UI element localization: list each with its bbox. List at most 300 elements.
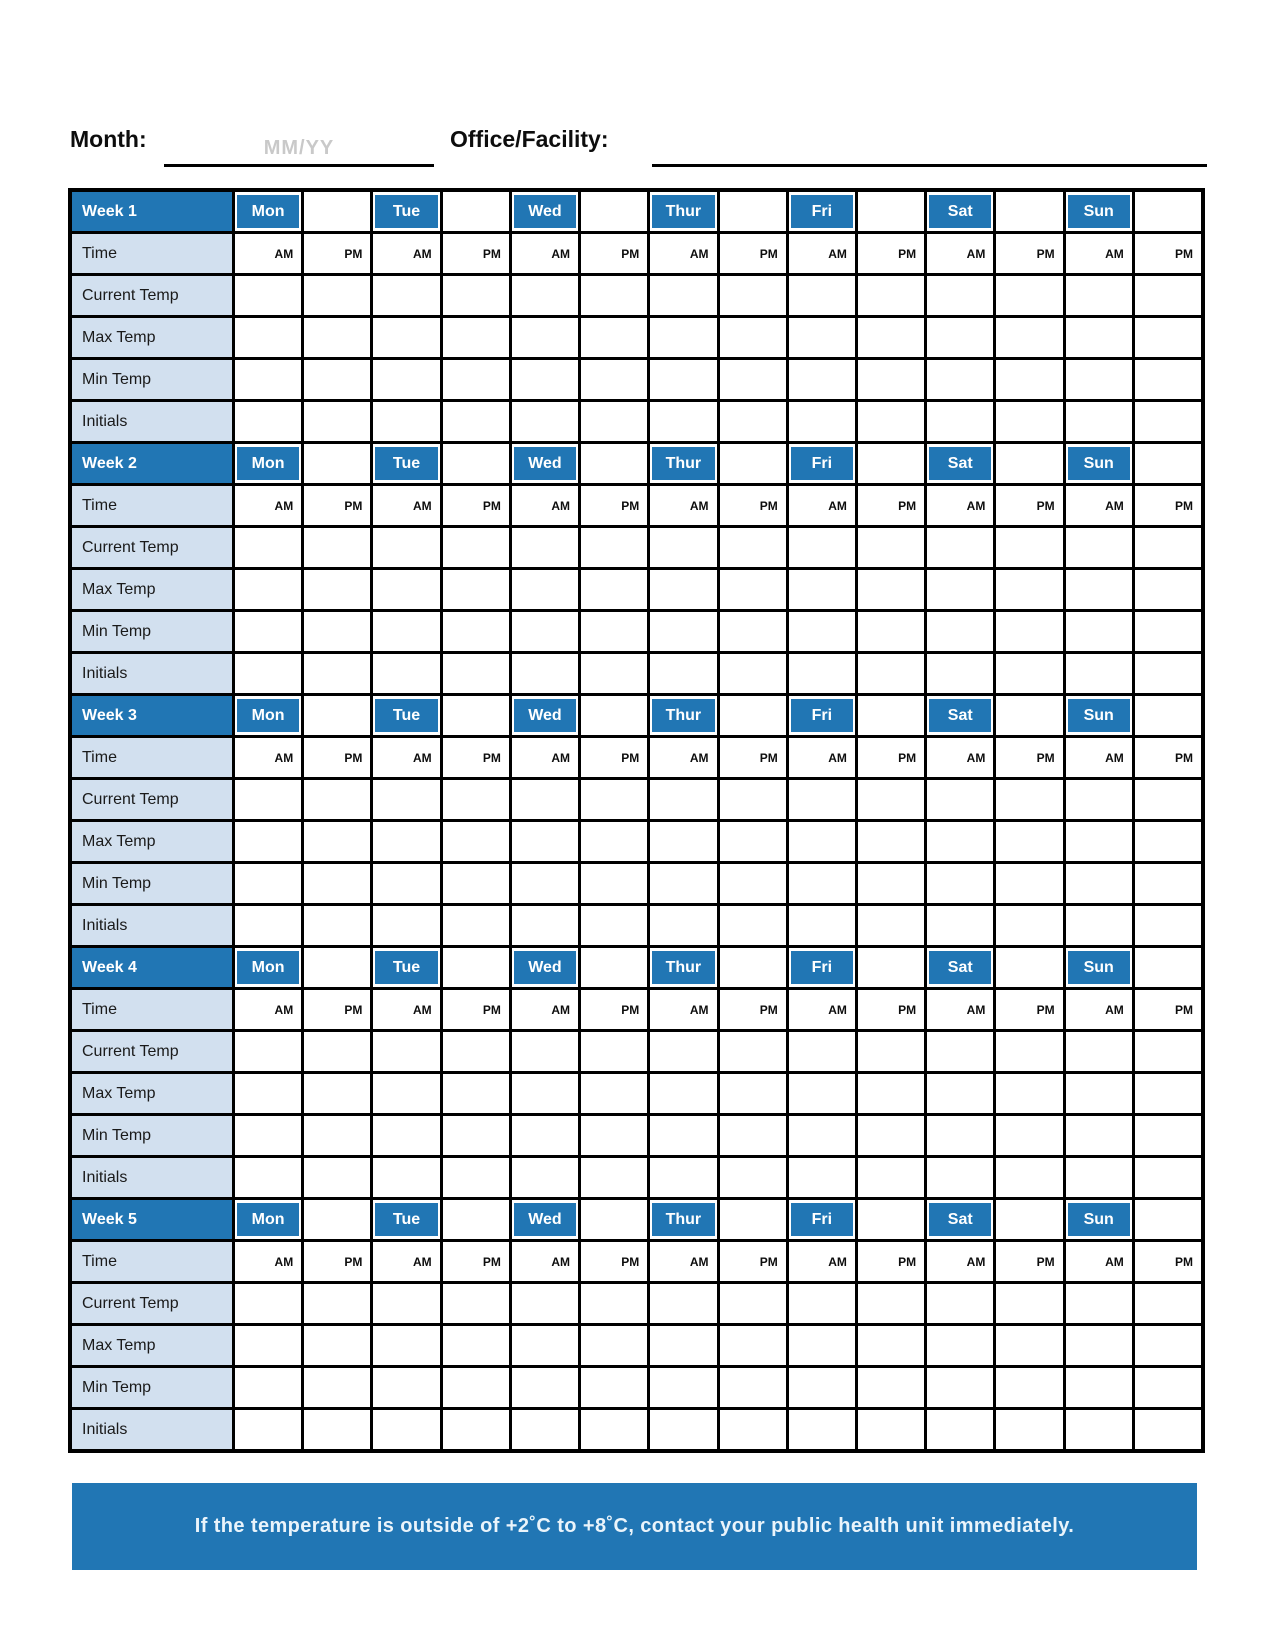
- temp-entry-cell[interactable]: [373, 528, 439, 567]
- temp-entry-cell[interactable]: [1066, 360, 1132, 399]
- day-spacer-cell: [858, 696, 924, 735]
- temp-entry-cell[interactable]: [373, 1368, 439, 1407]
- temp-entry-cell[interactable]: [235, 1116, 301, 1155]
- temp-entry-cell[interactable]: [1066, 654, 1132, 693]
- temp-entry-cell[interactable]: [581, 654, 647, 693]
- temp-entry-cell[interactable]: [789, 1116, 855, 1155]
- temp-entry-cell[interactable]: [304, 1326, 370, 1365]
- temp-entry-cell[interactable]: [512, 276, 578, 315]
- temp-entry-cell[interactable]: [996, 654, 1062, 693]
- temp-entry-cell[interactable]: [720, 318, 786, 357]
- temp-entry-cell[interactable]: [650, 1032, 716, 1071]
- temp-entry-cell[interactable]: [650, 1410, 716, 1449]
- temp-entry-cell[interactable]: [720, 1116, 786, 1155]
- temp-entry-cell[interactable]: [927, 906, 993, 945]
- temp-entry-cell[interactable]: [1135, 276, 1201, 315]
- temp-entry-cell[interactable]: [235, 780, 301, 819]
- temp-entry-cell[interactable]: [789, 906, 855, 945]
- temp-entry-cell[interactable]: [581, 360, 647, 399]
- temp-entry-cell[interactable]: [996, 780, 1062, 819]
- temp-entry-cell[interactable]: [1135, 1368, 1201, 1407]
- temp-entry-cell[interactable]: [581, 276, 647, 315]
- temp-entry-cell[interactable]: [443, 276, 509, 315]
- temp-entry-cell[interactable]: [927, 654, 993, 693]
- pm-label-cell: PM: [996, 990, 1062, 1029]
- temp-entry-cell[interactable]: [927, 570, 993, 609]
- pm-label-cell: PM: [581, 234, 647, 273]
- temp-entry-cell[interactable]: [720, 780, 786, 819]
- temp-entry-cell[interactable]: [1066, 612, 1132, 651]
- temp-entry-cell[interactable]: [373, 1158, 439, 1197]
- temp-entry-cell[interactable]: [373, 570, 439, 609]
- temp-entry-cell[interactable]: [443, 1368, 509, 1407]
- temp-entry-cell[interactable]: [927, 360, 993, 399]
- temp-entry-cell[interactable]: [720, 276, 786, 315]
- temp-entry-cell[interactable]: [581, 528, 647, 567]
- temp-entry-cell[interactable]: [581, 1368, 647, 1407]
- temp-entry-cell[interactable]: [650, 780, 716, 819]
- temp-entry-cell[interactable]: [927, 1158, 993, 1197]
- day-spacer-cell: [996, 1200, 1062, 1239]
- temp-entry-cell[interactable]: [512, 654, 578, 693]
- temp-entry-cell[interactable]: [235, 1410, 301, 1449]
- temp-entry-cell[interactable]: [235, 1326, 301, 1365]
- temp-entry-cell[interactable]: [304, 318, 370, 357]
- temp-entry-cell[interactable]: [443, 570, 509, 609]
- temp-entry-cell[interactable]: [927, 1368, 993, 1407]
- temp-entry-cell[interactable]: [996, 1284, 1062, 1323]
- temp-entry-cell[interactable]: [373, 1284, 439, 1323]
- temp-entry-cell[interactable]: [512, 360, 578, 399]
- temp-entry-cell[interactable]: [720, 1368, 786, 1407]
- temp-entry-cell[interactable]: [581, 1284, 647, 1323]
- temp-entry-cell[interactable]: [235, 402, 301, 441]
- temp-entry-cell[interactable]: [235, 360, 301, 399]
- temp-entry-cell[interactable]: [235, 276, 301, 315]
- temp-entry-cell[interactable]: [858, 1032, 924, 1071]
- temp-entry-cell[interactable]: [581, 1074, 647, 1113]
- temp-entry-cell[interactable]: [720, 822, 786, 861]
- temp-entry-cell[interactable]: [304, 1074, 370, 1113]
- temp-entry-cell[interactable]: [858, 654, 924, 693]
- temp-entry-cell[interactable]: [996, 402, 1062, 441]
- temp-entry-cell[interactable]: [443, 1116, 509, 1155]
- temp-entry-cell[interactable]: [1066, 906, 1132, 945]
- temp-entry-cell[interactable]: [581, 780, 647, 819]
- temp-entry-cell[interactable]: [1135, 1074, 1201, 1113]
- temp-entry-cell[interactable]: [1066, 1284, 1132, 1323]
- temp-entry-cell[interactable]: [650, 570, 716, 609]
- temp-entry-cell[interactable]: [858, 1074, 924, 1113]
- temp-entry-cell[interactable]: [927, 864, 993, 903]
- temp-entry-cell[interactable]: [512, 1368, 578, 1407]
- temp-entry-cell[interactable]: [789, 402, 855, 441]
- temp-entry-cell[interactable]: [927, 1032, 993, 1071]
- temp-entry-cell[interactable]: [858, 864, 924, 903]
- day-header-label: Wed: [514, 1203, 576, 1236]
- temp-entry-cell[interactable]: [650, 402, 716, 441]
- temp-entry-cell[interactable]: [996, 1368, 1062, 1407]
- temp-entry-cell[interactable]: [996, 1074, 1062, 1113]
- temp-entry-cell[interactable]: [858, 1158, 924, 1197]
- temp-entry-cell[interactable]: [373, 612, 439, 651]
- temp-entry-cell[interactable]: [373, 1116, 439, 1155]
- temp-entry-cell[interactable]: [373, 360, 439, 399]
- temp-entry-cell[interactable]: [373, 1074, 439, 1113]
- temp-entry-cell[interactable]: [304, 1158, 370, 1197]
- temp-entry-cell[interactable]: [720, 906, 786, 945]
- temp-entry-cell[interactable]: [1066, 780, 1132, 819]
- temp-entry-cell[interactable]: [581, 1410, 647, 1449]
- temp-entry-cell[interactable]: [789, 654, 855, 693]
- temp-entry-cell[interactable]: [1135, 318, 1201, 357]
- pm-label-cell: PM: [443, 1242, 509, 1281]
- temp-entry-cell[interactable]: [858, 402, 924, 441]
- temp-entry-cell[interactable]: [304, 654, 370, 693]
- temp-entry-cell[interactable]: [304, 864, 370, 903]
- row-label-cell: Current Temp: [72, 528, 232, 567]
- temp-entry-cell[interactable]: [581, 864, 647, 903]
- temp-entry-cell[interactable]: [720, 1410, 786, 1449]
- temp-entry-cell[interactable]: [512, 528, 578, 567]
- temp-entry-cell[interactable]: [1135, 1116, 1201, 1155]
- temp-entry-cell[interactable]: [512, 1410, 578, 1449]
- temp-entry-cell[interactable]: [235, 612, 301, 651]
- temp-entry-cell[interactable]: [1135, 360, 1201, 399]
- temp-entry-cell[interactable]: [789, 864, 855, 903]
- temp-entry-cell[interactable]: [996, 1410, 1062, 1449]
- temp-entry-cell[interactable]: [858, 1284, 924, 1323]
- temp-entry-cell[interactable]: [304, 1410, 370, 1449]
- temp-entry-cell[interactable]: [927, 1284, 993, 1323]
- temp-entry-cell[interactable]: [512, 1326, 578, 1365]
- temp-entry-cell[interactable]: [927, 780, 993, 819]
- temp-entry-cell[interactable]: [1135, 780, 1201, 819]
- temp-entry-cell[interactable]: [650, 1284, 716, 1323]
- temp-entry-cell[interactable]: [235, 1032, 301, 1071]
- temp-entry-cell[interactable]: [650, 654, 716, 693]
- day-header-label: Mon: [237, 195, 299, 228]
- temp-entry-cell[interactable]: [1066, 1326, 1132, 1365]
- temp-entry-cell[interactable]: [1135, 906, 1201, 945]
- temp-entry-cell[interactable]: [443, 654, 509, 693]
- temp-entry-cell[interactable]: [1135, 1326, 1201, 1365]
- temp-entry-cell[interactable]: [512, 570, 578, 609]
- temp-entry-cell[interactable]: [650, 1074, 716, 1113]
- temp-entry-cell[interactable]: [304, 276, 370, 315]
- temp-entry-cell[interactable]: [720, 360, 786, 399]
- temp-entry-cell[interactable]: [443, 318, 509, 357]
- temp-entry-cell[interactable]: [235, 1158, 301, 1197]
- temp-entry-cell[interactable]: [858, 822, 924, 861]
- temp-entry-cell[interactable]: [996, 906, 1062, 945]
- temp-entry-cell[interactable]: [720, 612, 786, 651]
- temp-entry-cell[interactable]: [512, 1074, 578, 1113]
- day-header-cell: [512, 1200, 578, 1239]
- temp-entry-cell[interactable]: [789, 570, 855, 609]
- temp-entry-cell[interactable]: [304, 780, 370, 819]
- temp-entry-cell[interactable]: [650, 276, 716, 315]
- day-header-cell: [235, 948, 301, 987]
- temp-entry-cell[interactable]: [650, 612, 716, 651]
- temp-entry-cell[interactable]: [304, 402, 370, 441]
- temp-entry-cell[interactable]: [720, 1074, 786, 1113]
- temp-entry-cell[interactable]: [720, 402, 786, 441]
- temp-entry-cell[interactable]: [581, 570, 647, 609]
- temp-entry-cell[interactable]: [443, 906, 509, 945]
- temp-entry-cell[interactable]: [512, 1032, 578, 1071]
- temp-entry-cell[interactable]: [720, 654, 786, 693]
- temp-entry-cell[interactable]: [789, 1074, 855, 1113]
- temp-entry-cell[interactable]: [443, 1158, 509, 1197]
- temp-entry-cell[interactable]: [235, 1284, 301, 1323]
- temp-entry-cell[interactable]: [581, 402, 647, 441]
- temp-entry-cell[interactable]: [443, 1284, 509, 1323]
- temp-entry-cell[interactable]: [650, 528, 716, 567]
- temp-entry-cell[interactable]: [235, 864, 301, 903]
- temp-entry-cell[interactable]: [789, 1032, 855, 1071]
- temp-entry-cell[interactable]: [512, 318, 578, 357]
- temp-entry-cell[interactable]: [443, 1410, 509, 1449]
- temp-entry-cell[interactable]: [581, 612, 647, 651]
- temp-entry-cell[interactable]: [443, 528, 509, 567]
- day-spacer-cell: [581, 1200, 647, 1239]
- temp-entry-cell[interactable]: [1066, 822, 1132, 861]
- temp-entry-cell[interactable]: [1135, 402, 1201, 441]
- temp-entry-cell[interactable]: [235, 528, 301, 567]
- temp-entry-cell[interactable]: [1066, 318, 1132, 357]
- temp-entry-cell[interactable]: [512, 402, 578, 441]
- temp-entry-cell[interactable]: [1066, 1368, 1132, 1407]
- temp-entry-cell[interactable]: [858, 906, 924, 945]
- temp-entry-cell[interactable]: [304, 360, 370, 399]
- temp-entry-cell[interactable]: [235, 570, 301, 609]
- temp-entry-cell[interactable]: [373, 780, 439, 819]
- temp-entry-cell[interactable]: [443, 780, 509, 819]
- temp-entry-cell[interactable]: [1135, 864, 1201, 903]
- temp-entry-cell[interactable]: [512, 1116, 578, 1155]
- temp-entry-cell[interactable]: [858, 1368, 924, 1407]
- temp-entry-cell[interactable]: [512, 864, 578, 903]
- temp-entry-cell[interactable]: [858, 528, 924, 567]
- facility-input-line[interactable]: [652, 128, 1207, 167]
- day-header-label: Mon: [237, 699, 299, 732]
- temp-entry-cell[interactable]: [512, 822, 578, 861]
- temp-entry-cell[interactable]: [927, 276, 993, 315]
- temp-entry-cell[interactable]: [1066, 1074, 1132, 1113]
- temp-entry-cell[interactable]: [927, 822, 993, 861]
- temp-entry-cell[interactable]: [650, 1368, 716, 1407]
- temp-entry-cell[interactable]: [373, 822, 439, 861]
- temp-entry-cell[interactable]: [996, 1158, 1062, 1197]
- temp-entry-cell[interactable]: [858, 276, 924, 315]
- temp-entry-cell[interactable]: [373, 654, 439, 693]
- temp-entry-cell[interactable]: [858, 1326, 924, 1365]
- temp-entry-cell[interactable]: [443, 822, 509, 861]
- temp-entry-cell[interactable]: [996, 570, 1062, 609]
- temp-entry-cell[interactable]: [927, 1116, 993, 1155]
- temp-entry-cell[interactable]: [235, 906, 301, 945]
- temp-entry-cell[interactable]: [789, 360, 855, 399]
- temp-entry-cell[interactable]: [1066, 570, 1132, 609]
- temp-entry-cell[interactable]: [650, 360, 716, 399]
- temp-entry-cell[interactable]: [1066, 528, 1132, 567]
- temp-entry-cell[interactable]: [235, 1368, 301, 1407]
- am-label-cell: AM: [650, 234, 716, 273]
- temp-entry-cell[interactable]: [304, 1368, 370, 1407]
- temp-entry-cell[interactable]: [1135, 1032, 1201, 1071]
- temp-entry-cell[interactable]: [1135, 822, 1201, 861]
- temp-entry-cell[interactable]: [1066, 1032, 1132, 1071]
- temp-entry-cell[interactable]: [720, 864, 786, 903]
- day-spacer-cell: [720, 1200, 786, 1239]
- pm-label-cell: PM: [720, 738, 786, 777]
- temp-entry-cell[interactable]: [373, 1032, 439, 1071]
- temp-entry-cell[interactable]: [858, 360, 924, 399]
- temp-entry-cell[interactable]: [581, 318, 647, 357]
- temp-entry-cell[interactable]: [927, 612, 993, 651]
- temp-entry-cell[interactable]: [650, 1158, 716, 1197]
- temp-entry-cell[interactable]: [927, 318, 993, 357]
- temp-entry-cell[interactable]: [235, 318, 301, 357]
- temp-entry-cell[interactable]: [373, 1410, 439, 1449]
- temp-entry-cell[interactable]: [996, 822, 1062, 861]
- temp-entry-cell[interactable]: [789, 1284, 855, 1323]
- temp-entry-cell[interactable]: [858, 318, 924, 357]
- temp-entry-cell[interactable]: [235, 1074, 301, 1113]
- temp-entry-cell[interactable]: [304, 1032, 370, 1071]
- temp-entry-cell[interactable]: [996, 864, 1062, 903]
- temp-entry-cell[interactable]: [720, 1326, 786, 1365]
- temp-entry-cell[interactable]: [304, 1116, 370, 1155]
- temp-entry-cell[interactable]: [927, 528, 993, 567]
- temp-entry-cell[interactable]: [373, 318, 439, 357]
- temp-entry-cell[interactable]: [927, 1326, 993, 1365]
- temp-entry-cell[interactable]: [720, 1158, 786, 1197]
- temp-entry-cell[interactable]: [373, 402, 439, 441]
- pm-label-cell: PM: [443, 738, 509, 777]
- temp-entry-cell[interactable]: [1135, 654, 1201, 693]
- temp-entry-cell[interactable]: [304, 570, 370, 609]
- temp-entry-cell[interactable]: [443, 402, 509, 441]
- temp-entry-cell[interactable]: [1135, 1284, 1201, 1323]
- temp-entry-cell[interactable]: [1066, 1410, 1132, 1449]
- temp-entry-cell[interactable]: [789, 1368, 855, 1407]
- temp-entry-cell[interactable]: [650, 906, 716, 945]
- temp-entry-cell[interactable]: [650, 1116, 716, 1155]
- temp-entry-cell[interactable]: [996, 318, 1062, 357]
- temp-entry-cell[interactable]: [720, 528, 786, 567]
- temp-entry-cell[interactable]: [720, 570, 786, 609]
- temp-entry-cell[interactable]: [304, 612, 370, 651]
- temp-entry-cell[interactable]: [789, 822, 855, 861]
- temp-entry-cell[interactable]: [581, 1032, 647, 1071]
- temp-entry-cell[interactable]: [581, 1326, 647, 1365]
- temp-entry-cell[interactable]: [1135, 528, 1201, 567]
- temp-entry-cell[interactable]: [996, 1032, 1062, 1071]
- temp-entry-cell[interactable]: [1135, 570, 1201, 609]
- temp-entry-cell[interactable]: [512, 612, 578, 651]
- temp-entry-cell[interactable]: [304, 528, 370, 567]
- temp-entry-cell[interactable]: [858, 570, 924, 609]
- temp-entry-cell[interactable]: [512, 1158, 578, 1197]
- temp-entry-cell[interactable]: [443, 612, 509, 651]
- temp-entry-cell[interactable]: [858, 1410, 924, 1449]
- temp-entry-cell[interactable]: [373, 906, 439, 945]
- temp-entry-cell[interactable]: [443, 1032, 509, 1071]
- temp-entry-cell[interactable]: [512, 780, 578, 819]
- temp-entry-cell[interactable]: [650, 864, 716, 903]
- temp-entry-cell[interactable]: [1066, 1158, 1132, 1197]
- temp-entry-cell[interactable]: [789, 318, 855, 357]
- month-input-line[interactable]: [164, 128, 434, 167]
- temp-entry-cell[interactable]: [927, 402, 993, 441]
- temp-entry-cell[interactable]: [996, 1116, 1062, 1155]
- temp-entry-cell[interactable]: [789, 528, 855, 567]
- temp-entry-cell[interactable]: [1066, 1116, 1132, 1155]
- temp-entry-cell[interactable]: [789, 612, 855, 651]
- temp-entry-cell[interactable]: [996, 528, 1062, 567]
- temp-entry-cell[interactable]: [1135, 1158, 1201, 1197]
- temp-entry-cell[interactable]: [304, 822, 370, 861]
- am-label-cell: AM: [235, 1242, 301, 1281]
- temp-entry-cell[interactable]: [304, 906, 370, 945]
- temp-entry-cell[interactable]: [235, 822, 301, 861]
- temp-entry-cell[interactable]: [996, 276, 1062, 315]
- temp-entry-cell[interactable]: [720, 1032, 786, 1071]
- temp-entry-cell[interactable]: [373, 276, 439, 315]
- temp-entry-cell[interactable]: [304, 1284, 370, 1323]
- temp-entry-cell[interactable]: [996, 612, 1062, 651]
- temp-entry-cell[interactable]: [512, 906, 578, 945]
- temp-entry-cell[interactable]: [789, 1158, 855, 1197]
- temp-entry-cell[interactable]: [927, 1410, 993, 1449]
- temp-entry-cell[interactable]: [996, 360, 1062, 399]
- temp-entry-cell[interactable]: [512, 1284, 578, 1323]
- temp-entry-cell[interactable]: [1135, 1410, 1201, 1449]
- temp-entry-cell[interactable]: [789, 1410, 855, 1449]
- temp-entry-cell[interactable]: [581, 906, 647, 945]
- temp-entry-cell[interactable]: [789, 780, 855, 819]
- temp-entry-cell[interactable]: [373, 864, 439, 903]
- temp-entry-cell[interactable]: [443, 360, 509, 399]
- temp-entry-cell[interactable]: [581, 1158, 647, 1197]
- temp-entry-cell[interactable]: [581, 822, 647, 861]
- temp-entry-cell[interactable]: [1066, 402, 1132, 441]
- temp-entry-cell[interactable]: [443, 1074, 509, 1113]
- temp-entry-cell[interactable]: [443, 864, 509, 903]
- temp-entry-cell[interactable]: [650, 318, 716, 357]
- temp-entry-cell[interactable]: [789, 276, 855, 315]
- temp-entry-cell[interactable]: [650, 822, 716, 861]
- temp-entry-cell[interactable]: [1066, 864, 1132, 903]
- temp-entry-cell[interactable]: [650, 1326, 716, 1365]
- temp-entry-cell[interactable]: [443, 1326, 509, 1365]
- temp-entry-cell[interactable]: [858, 612, 924, 651]
- temp-entry-cell[interactable]: [1135, 612, 1201, 651]
- temp-entry-cell[interactable]: [858, 1116, 924, 1155]
- temp-entry-cell[interactable]: [720, 1284, 786, 1323]
- temp-entry-cell[interactable]: [858, 780, 924, 819]
- temp-entry-cell[interactable]: [927, 1074, 993, 1113]
- day-spacer-cell: [720, 444, 786, 483]
- temp-entry-cell[interactable]: [581, 1116, 647, 1155]
- temp-entry-cell[interactable]: [373, 1326, 439, 1365]
- temp-entry-cell[interactable]: [996, 1326, 1062, 1365]
- temp-entry-cell[interactable]: [235, 654, 301, 693]
- temp-entry-cell[interactable]: [1066, 276, 1132, 315]
- temp-entry-cell[interactable]: [789, 1326, 855, 1365]
